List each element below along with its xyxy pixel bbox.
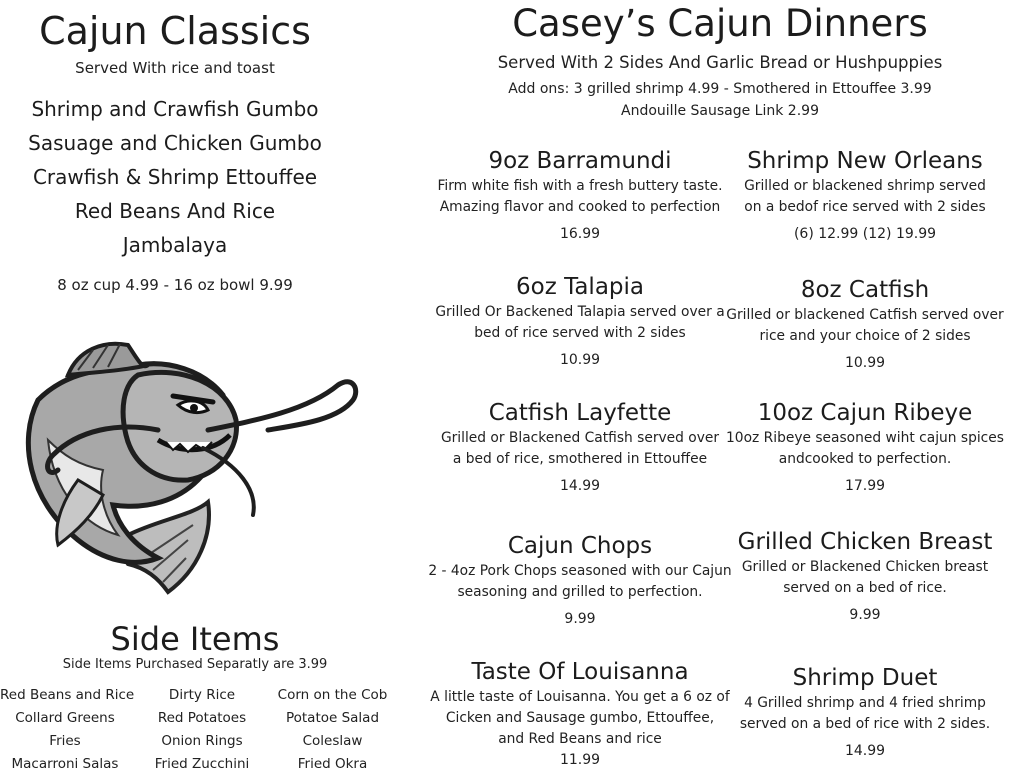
dish-price: 9.99 (849, 607, 881, 623)
dish-card (715, 398, 1015, 496)
side-item: Red Potatoes (157, 710, 247, 726)
dish-card (715, 146, 1015, 244)
dish-name: Shrimp New Orleans (747, 148, 983, 174)
side-item: Dirty Rice (168, 687, 236, 703)
dish-description: served on a bed of rice. (783, 580, 947, 596)
side-item: Fried Okra (297, 756, 368, 772)
dish-price: (6) 12.99 (12) 19.99 (793, 226, 937, 242)
dish-name: 10oz Cajun Ribeye (757, 400, 973, 426)
dish-name: Cajun Chops (507, 533, 653, 559)
dish-description: and Red Beans and rice (498, 731, 662, 747)
dinners-title: Casey’s Cajun Dinners (512, 2, 928, 45)
classic-item: Red Beans And Rice (74, 199, 276, 223)
classics-title: Cajun Classics (39, 9, 311, 53)
sides-column (142, 684, 262, 776)
classics-price: 8 oz cup 4.99 - 16 oz bowl 9.99 (57, 276, 293, 294)
side-item: Collard Greens (15, 710, 115, 726)
classic-item: Jambalaya (122, 233, 228, 257)
dish-name: 9oz Barramundi (488, 148, 672, 174)
dish-description: on a bedof rice served with 2 sides (744, 199, 986, 215)
sides-column (0, 684, 135, 776)
dish-description: a bed of rice, smothered in Ettouffee (452, 451, 708, 467)
dish-card (415, 531, 745, 629)
sides-column (270, 684, 395, 776)
dish-card (415, 398, 745, 496)
dinners-subtitle: Served With 2 Sides And Garlic Bread or Hushpuppies (497, 53, 943, 72)
dish-description: 10oz Ribeye seasoned wiht cajun spices (726, 430, 1004, 446)
dish-description: Grilled or Blackened Catfish served over (440, 430, 720, 446)
dish-description: bed of rice served with 2 sides (474, 325, 686, 341)
dish-description: seasoning and grilled to perfection. (457, 584, 703, 600)
dish-description: rice and your choice of 2 sides (759, 328, 971, 344)
dish-name: Grilled Chicken Breast (737, 529, 993, 555)
dish-description: served on a bed of rice with 2 sides. (739, 716, 991, 732)
dish-price: 14.99 (559, 478, 601, 494)
classic-item: Crawfish & Shrimp Ettouffee (32, 165, 318, 189)
dish-description: Grilled or Blackened Chicken breast (741, 559, 989, 575)
classic-item: Sasuage and Chicken Gumbo (28, 131, 322, 155)
dish-card (415, 657, 745, 770)
dish-description: Firm white fish with a fresh buttery taste. (437, 178, 723, 194)
dish-name: 8oz Catfish (800, 277, 930, 303)
side-item: Macarroni Salas (11, 756, 119, 772)
dish-description: Amazing flavor and cooked to perfection (439, 199, 721, 215)
catfish-icon (8, 330, 368, 610)
side-item: Coleslaw (302, 733, 363, 749)
classics-subtitle: Served With rice and toast (75, 59, 275, 77)
dish-description: 2 - 4oz Pork Chops seasoned with our Cajun (428, 563, 732, 579)
dish-card (415, 272, 745, 370)
dish-price: 16.99 (559, 226, 601, 242)
dish-description: 4 Grilled shrimp and 4 fried shrimp (744, 695, 986, 711)
sides-subtitle: Side Items Purchased Separatly are 3.99 (62, 657, 328, 672)
dish-description: Grilled or blackened shrimp served (744, 178, 986, 194)
dish-card (715, 527, 1015, 625)
side-item: Fried Zucchini (154, 756, 250, 772)
dish-card (715, 663, 1015, 761)
sides-title: Side Items (110, 620, 280, 658)
dish-price: 14.99 (844, 743, 886, 759)
addons-line: Add ons: 3 grilled shrimp 4.99 - Smothered in Ettouffee 3.99 (508, 81, 932, 97)
dish-price: 9.99 (564, 611, 596, 627)
dish-description: Grilled Or Backened Talapia served over a (435, 304, 725, 320)
dish-description: Cicken and Sausage gumbo, Ettouffee, (445, 710, 715, 726)
dish-price: 11.99 (559, 752, 601, 768)
side-item: Onion Rings (161, 733, 243, 749)
side-item: Potatoe Salad (285, 710, 380, 726)
dish-name: 6oz Talapia (516, 274, 644, 300)
dish-card (715, 275, 1015, 373)
dish-price: 10.99 (559, 352, 601, 368)
dish-name: Taste Of Louisanna (471, 659, 689, 685)
side-item: Corn on the Cob (277, 687, 388, 703)
dish-card (415, 146, 745, 244)
addons-line: Andouille Sausage Link 2.99 (621, 103, 819, 119)
dish-description: Grilled or blackened Catfish served over (726, 307, 1004, 323)
dish-price: 10.99 (844, 355, 886, 371)
dish-description: andcooked to perfection. (778, 451, 952, 467)
side-item: Red Beans and Rice (0, 687, 135, 703)
classic-item: Shrimp and Crawfish Gumbo (31, 97, 319, 121)
dish-description: A little taste of Louisanna. You get a 6 oz of (430, 689, 730, 705)
dish-price: 17.99 (844, 478, 886, 494)
dish-name: Catfish Layfette (488, 400, 672, 426)
side-item: Fries (49, 733, 81, 749)
dish-name: Shrimp Duet (792, 665, 938, 691)
